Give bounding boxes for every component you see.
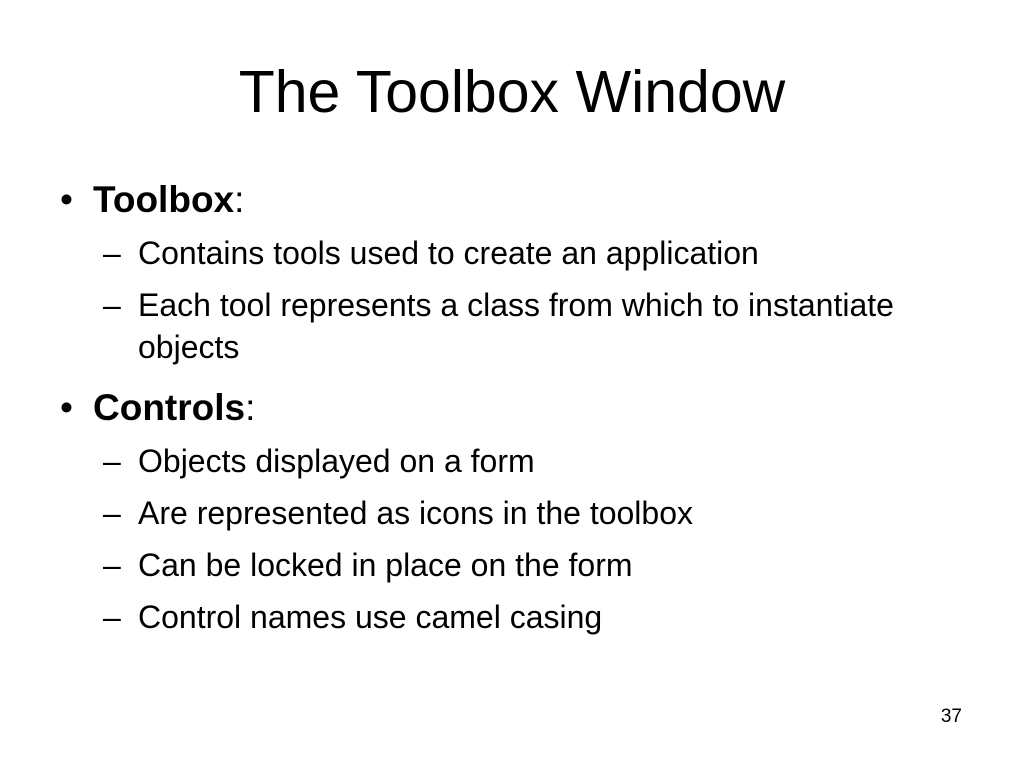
bullet-suffix: : xyxy=(245,387,256,428)
sub-item-text: Contains tools used to create an application xyxy=(138,235,759,271)
dash-icon: – xyxy=(103,495,121,531)
sub-item xyxy=(60,440,960,482)
bullet-controls xyxy=(60,378,960,438)
sub-item-text: Control names use camel casing xyxy=(138,599,603,635)
bullet-dot-icon: • xyxy=(60,387,73,428)
sub-item xyxy=(60,232,960,274)
dash-icon: – xyxy=(103,599,121,635)
bullet-dot-icon: • xyxy=(60,179,73,220)
sub-item xyxy=(60,492,960,534)
bullet-term: Toolbox xyxy=(93,179,235,220)
sub-item-text: Can be locked in place on the form xyxy=(138,547,633,583)
dash-icon: – xyxy=(103,547,121,583)
slide-content xyxy=(60,170,960,648)
sub-item xyxy=(60,284,928,368)
bullet-toolbox xyxy=(60,170,960,230)
bullet-term: Controls xyxy=(93,387,246,428)
subitems-toolbox xyxy=(60,232,960,368)
slide-title: The Toolbox Window xyxy=(238,59,786,125)
sub-item xyxy=(60,596,960,638)
page-number: 37 xyxy=(940,706,962,727)
dash-icon: – xyxy=(103,287,121,323)
bullet-suffix: : xyxy=(234,179,245,220)
sub-item-text: Are represented as icons in the toolbox xyxy=(138,495,693,531)
dash-icon: – xyxy=(103,443,121,479)
subitems-controls xyxy=(60,440,960,638)
sub-item-text: Objects displayed on a form xyxy=(138,443,535,479)
sub-item xyxy=(60,544,960,586)
dash-icon: – xyxy=(103,235,121,271)
sub-item-text: Each tool represents a class from which to instantiate objects xyxy=(138,287,894,365)
